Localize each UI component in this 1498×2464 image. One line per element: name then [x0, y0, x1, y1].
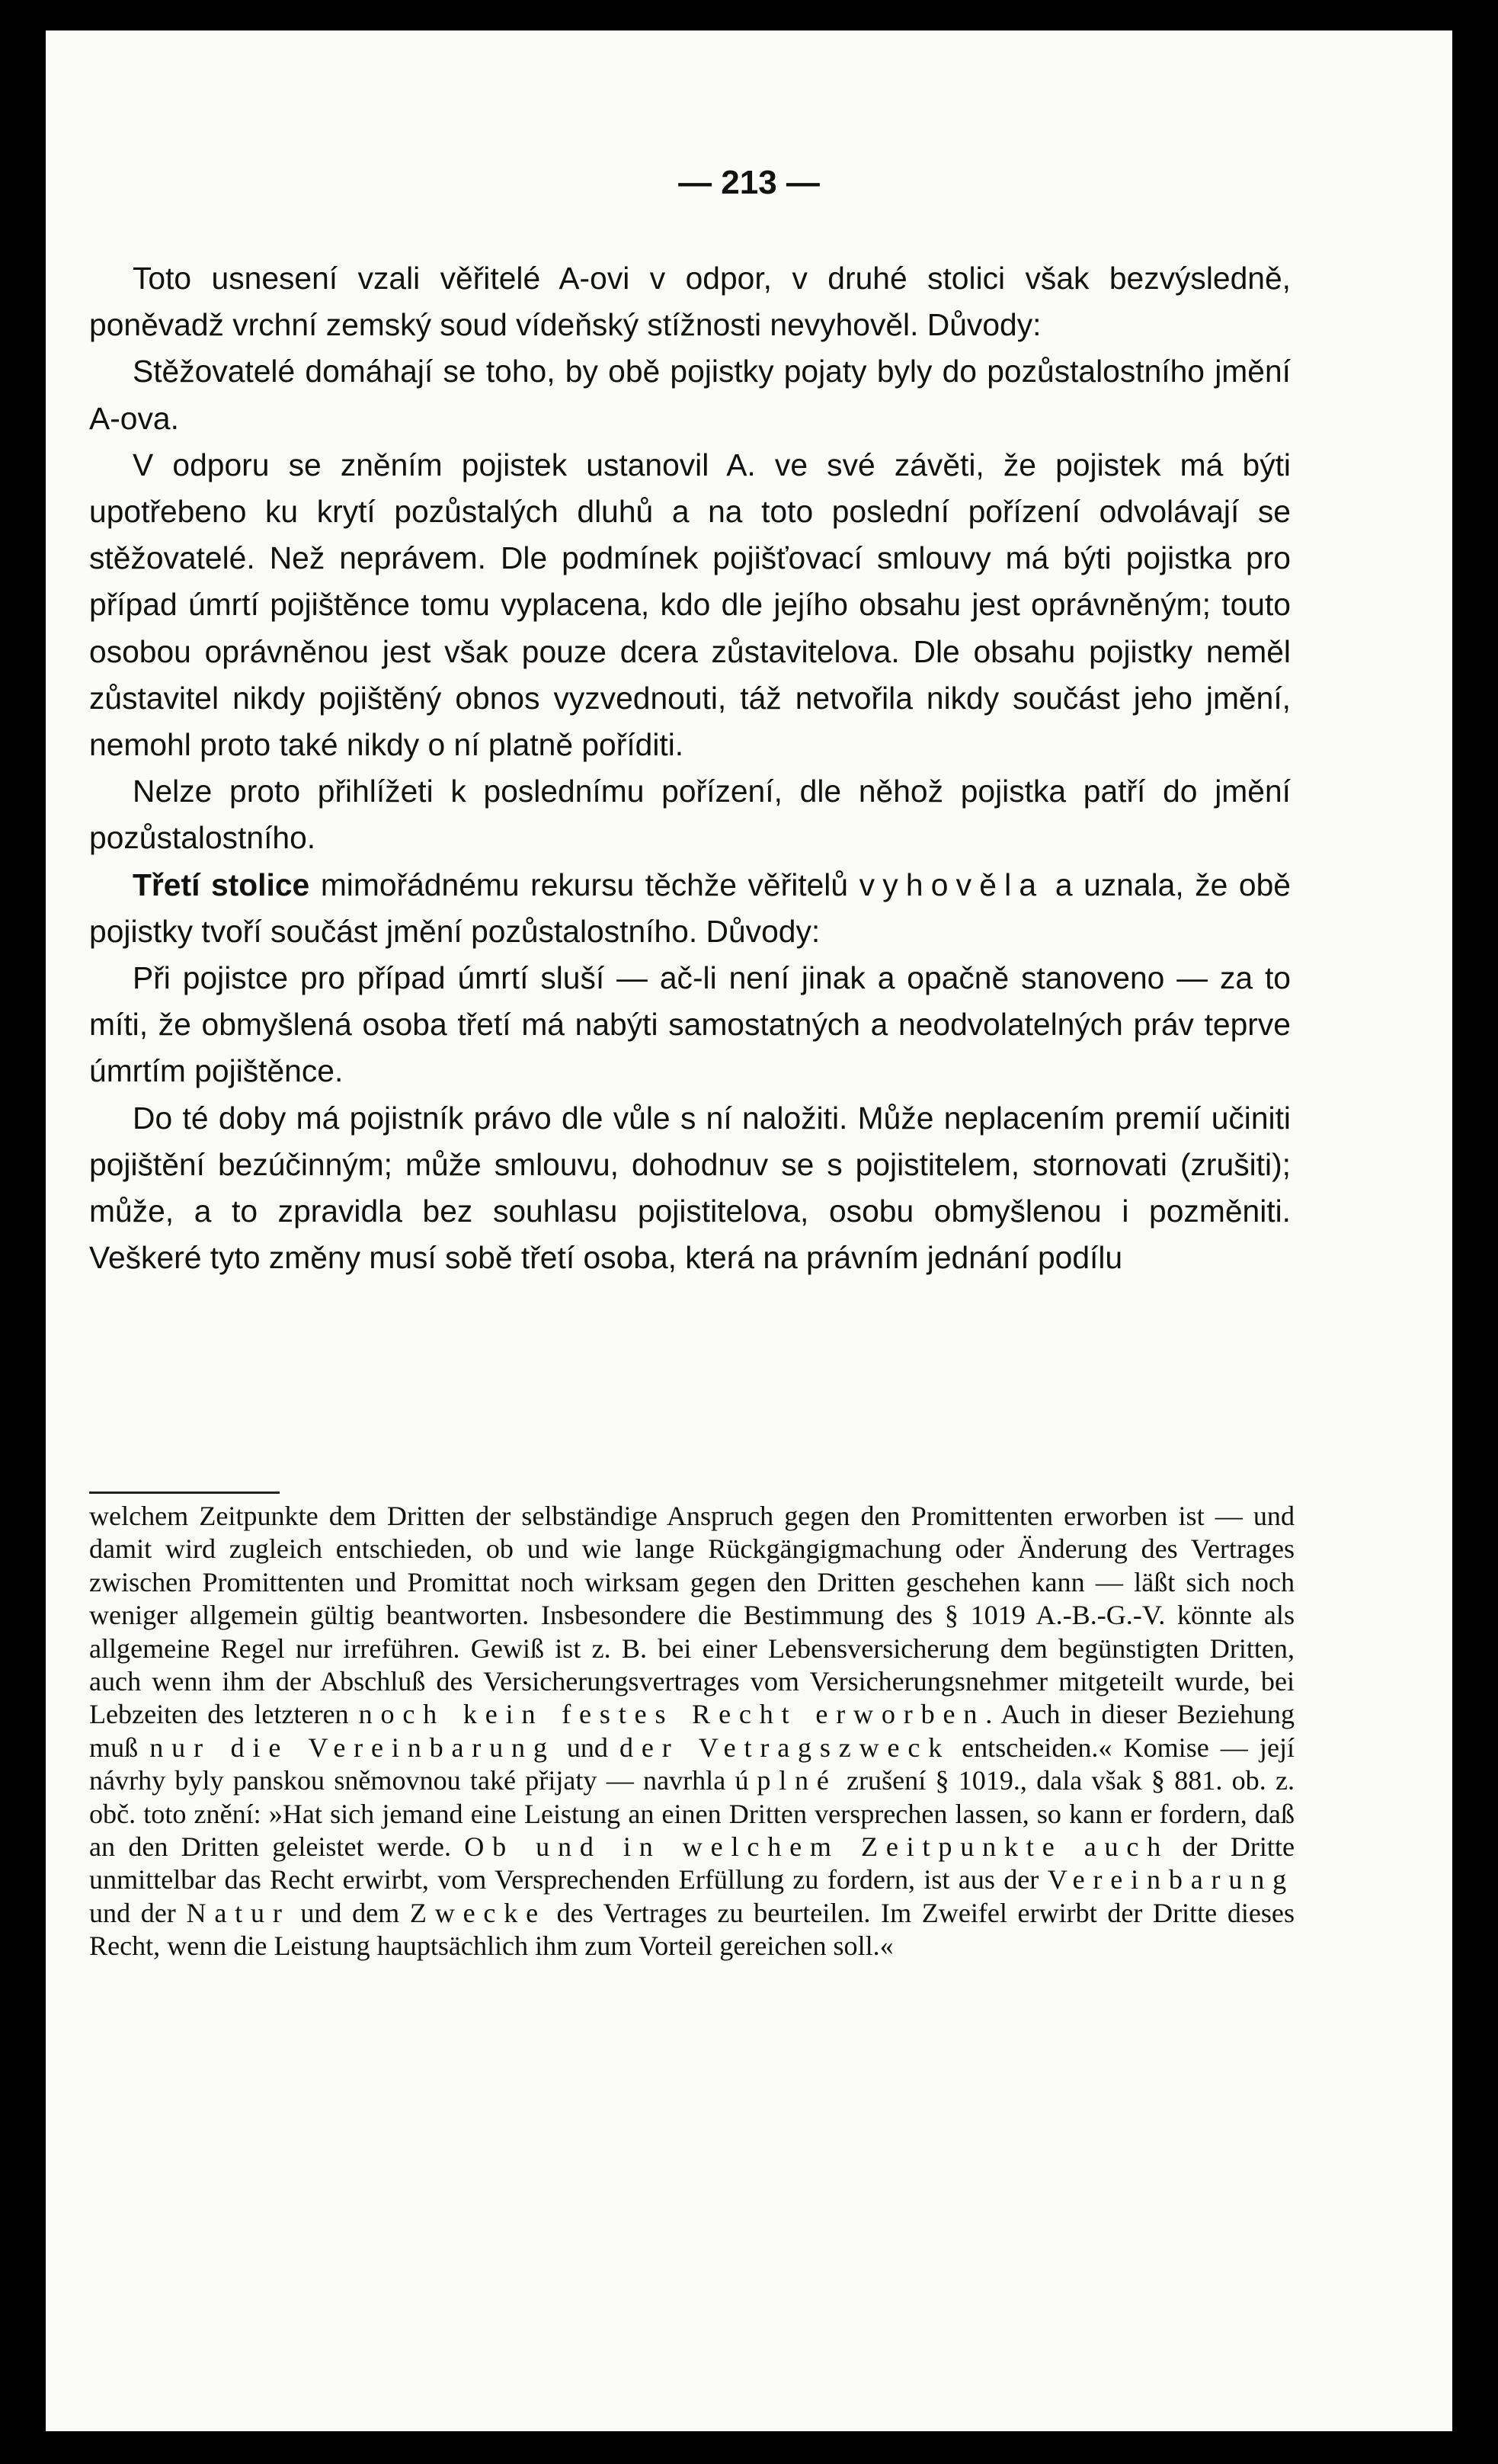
footnote-part: zrušení § 1019., dala však § 881. ob. z. obč. toto znění: »Hat sich jemand eine Leistung an einen Dritten versprechen lassen, so kann er fordern, daß an den Dritten geleistet werde.	[89, 1765, 1295, 1863]
footnote-text	[89, 1500, 1295, 1963]
footnote-spaced: Vereinbarung	[1047, 1864, 1295, 1895]
footnote-spaced: der Vetragszweck	[619, 1732, 951, 1763]
footnote-part: und	[555, 1732, 619, 1763]
footnote-part: des Vertrages zu beurteilen. Im Zweifel erwirbt der Dritte dieses Recht, wenn die Leistung hauptsächlich ihm zum Vorteil gereichen soll.«	[89, 1897, 1295, 1962]
book-page	[46, 30, 1452, 2431]
paragraph-3: V odporu se zněním pojistek ustanovil A. ve své závěti, že pojistek má býti upotřebeno ku krytí pozůstalých dluhů a na toto poslední pořízení odvolávají se stěžovatelé. Než neprávem. Dle podmínek pojišťovací smlouvy má býti pojistka pro případ úmrtí pojištěnce tomu vyplacena, kdo dle jejího obsahu jest oprávněným; touto osobou oprávněnou jest však pouze dcera zůstavitelova. Dle obsahu pojistky neměl zůstavitel nikdy pojištěný obnos vyzvednouti, táž netvořila nikdy součást jeho jmění, nemohl proto také nikdy o ní platně poříditi.	[89, 447, 1291, 763]
footnote	[89, 1500, 1295, 1963]
paragraph-7: Do té doby má pojistník právo dle vůle s ní naložiti. Může neplacením premií učiniti pojištění bezúčinným; může smlouvu, dohodnuv se s pojistitelem, stornovati (zrušiti); může, a to zpravidla bez souhlasu pojistitelova, osobu obmyšlenou i pozměniti. Veškeré tyto změny musí sobě třetí osoba, která na právním jednání podílu	[89, 1100, 1291, 1276]
paragraph-2: Stěžovatelé domáhají se toho, by obě pojistky pojaty byly do pozůstalostního jmění A-ova.	[89, 354, 1291, 436]
footnote-spaced: nur die Vereinbarung	[149, 1732, 555, 1763]
footnote-rule	[89, 1492, 280, 1494]
footnote-part: und der	[89, 1897, 187, 1928]
footnote-spaced: noch kein festes Recht erworben	[358, 1699, 986, 1730]
footnote-part: . Auch in dieser Beziehung muß	[89, 1699, 1295, 1763]
paragraph-6: Při pojistce pro případ úmrtí sluší — ač-li není jinak a opačně stanoveno — za to míti, že obmyšlená osoba třetí má nabýti samostatných a neodvolatelných práv teprve úmrtím pojištěnce.	[89, 960, 1291, 1089]
paragraph-1: Toto usnesení vzali věřitelé A-ovi v odpor, v druhé stolici však bezvýsledně, poněvadž vrchní zemský soud vídeňský stížnosti nevyhověl. Důvody:	[89, 261, 1291, 343]
paragraph-5-text-a: mimořádnému rekursu těchže věřitelů	[309, 867, 859, 902]
footnote-spaced: Ob und in welchem Zeitpunkte auch	[464, 1831, 1170, 1863]
footnote-spaced: Zwecke	[409, 1897, 546, 1928]
paragraph-4: Nelze proto přihlížeti k poslednímu pořízení, dle něhož pojistka patří do jmění pozůstalostního.	[89, 774, 1291, 856]
paragraph-5-text-b: a uznala, že obě pojistky tvoří součást jmění pozůstalostního. Důvody:	[89, 867, 1291, 949]
footnote-part: der Dritte unmittelbar das Recht erwirbt, vom Versprechenden Erfüllung zu fordern, ist aus der	[89, 1831, 1295, 1895]
footnote-part: und dem	[290, 1897, 410, 1928]
footnote-spaced: Natur	[186, 1897, 290, 1928]
paragraph-5	[89, 862, 1291, 955]
footnote-part: entscheiden.« Komise — její návrhy byly panskou sněmovnou také přijaty — navrhla	[89, 1732, 1295, 1796]
spaced-emphasis: vyhověla	[859, 867, 1045, 902]
page-number: — 213 —	[678, 164, 820, 201]
footnote-part: welchem Zeitpunkte dem Dritten der selbständige Anspruch gegen den Promittenten erworben ist — und damit wird zugleich entschieden, ob und wie lange Rückgängigmachung oder Änderung des Vertrages zwischen Promittenten und Promittat noch wirksam gegen den Dritten geschehen kann — läßt sich noch weniger allgemein gültig beantworten. Insbesondere die Bestimmung des § 1019 A.-B.-G.-V. könnte als allgemeine Regel nur irreführen. Gewiß ist z. B. bei einer Lebensversicherung dem begünstigten Dritten, auch wenn ihm der Abschluß des Versicherungsvertrages vom Versicherungsnehmer mitgeteilt wurde, bei Lebzeiten des letzteren	[89, 1501, 1295, 1730]
third-instance-heading: Třetí stolice	[133, 867, 310, 902]
footnote-spaced: úplné	[735, 1765, 837, 1796]
main-text	[89, 255, 1291, 1281]
